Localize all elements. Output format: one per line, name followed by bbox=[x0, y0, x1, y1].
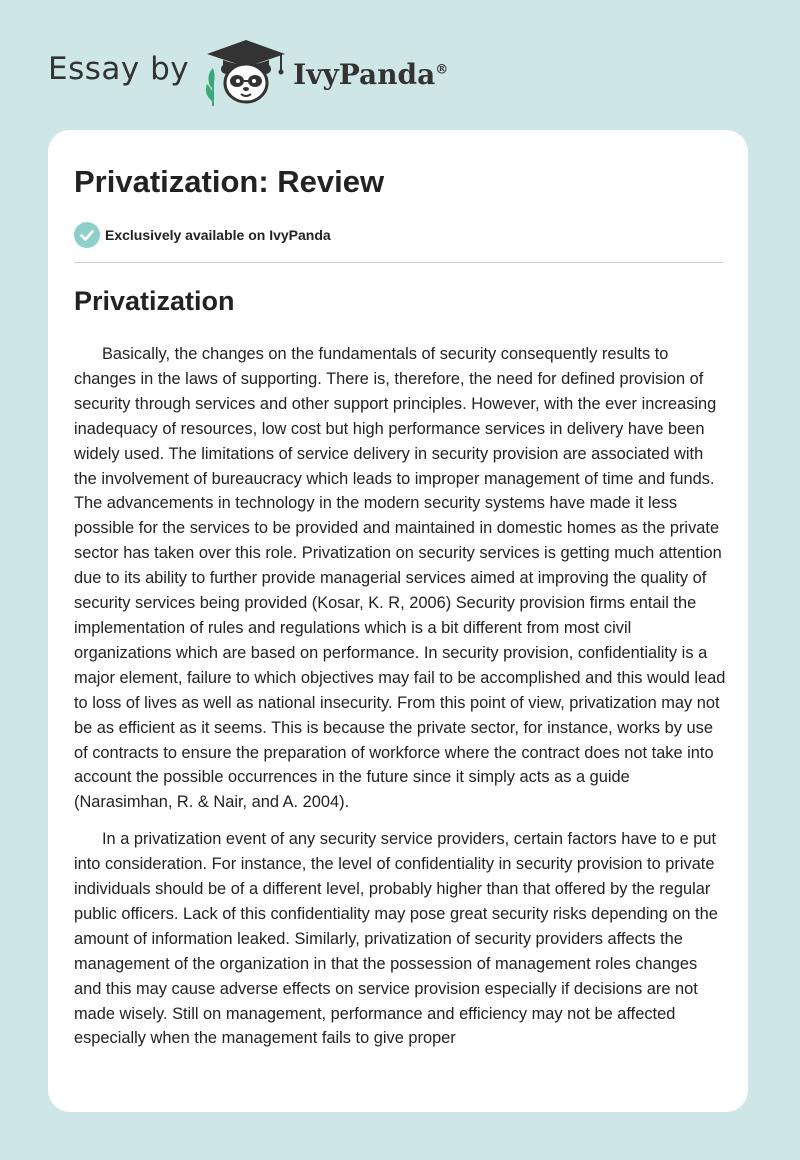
check-circle-icon bbox=[74, 222, 100, 248]
essay-body bbox=[74, 342, 726, 1063]
paragraph-1: Basically, the changes on the fundamentals of security consequently results to changes in the laws of supporting. There is, therefore, the need for defined provision of security through services and other support principles. However, with the ever increasing inadequacy of resources, low cost but high performance services in delivery have been widely used. The limitations of service delivery in security provision are associated with the involvement of bureaucracy which leads to improper management of time and funds. The advancements in technology in the modern security systems have made it less possible for the services to be provided and maintained in domestic homes as the private sector has taken over this role. Privatization on security services is getting much attention due to its ability to further provide managerial services aimed at improving the quality of security services being provided (Kosar, K. R, 2006) Security provision firms entail the implementation of rules and regulations which is a bit different from most civil organizations which are based on performance. In security provision, confidentiality is a major element, failure to which objectives may fail to be accomplished and this would lead to loss of lives as well as national insecurity. From this point of view, privatization may not be as efficient as it seems. This is because the private sector, for instance, works by use of contracts to ensure the preparation of workforce where the contract does not take into account the possible occurrences in the future since it simply acts as a guide (Narasimhan, R. & Nair, and A. 2004). bbox=[74, 345, 726, 812]
section-heading: Privatization bbox=[74, 286, 235, 316]
availability-badge-label: Exclusively available on IvyPanda bbox=[105, 227, 331, 243]
page-title: Privatization: Review bbox=[74, 164, 385, 199]
registered-mark: ® bbox=[435, 62, 449, 78]
title-divider bbox=[74, 262, 723, 263]
brand-name bbox=[293, 58, 448, 91]
site-header bbox=[48, 36, 448, 108]
essay-card bbox=[48, 130, 748, 1112]
paragraph-2: In a privatization event of any security service providers, certain factors have to e put into consideration. For instance, the level of confidentiality in security provision to private individuals should be of a different level, probably higher than that offered by the regular public officers. Lack of this confidentiality may pose great security risks depending on the amount of information leaked. Similarly, privatization of security providers affects the management of the organization in that the possession of management roles changes and this may cause adverse effects on service provision especially if decisions are not made wisely. Still on management, performance and efficiency may not be affected especially when the management fails to give proper bbox=[74, 830, 718, 1048]
availability-badge bbox=[74, 222, 331, 248]
panda-graduate-logo-icon bbox=[201, 36, 291, 108]
brand-prefix: Essay by bbox=[48, 51, 190, 87]
brand-name-text: IvyPanda bbox=[293, 57, 436, 91]
